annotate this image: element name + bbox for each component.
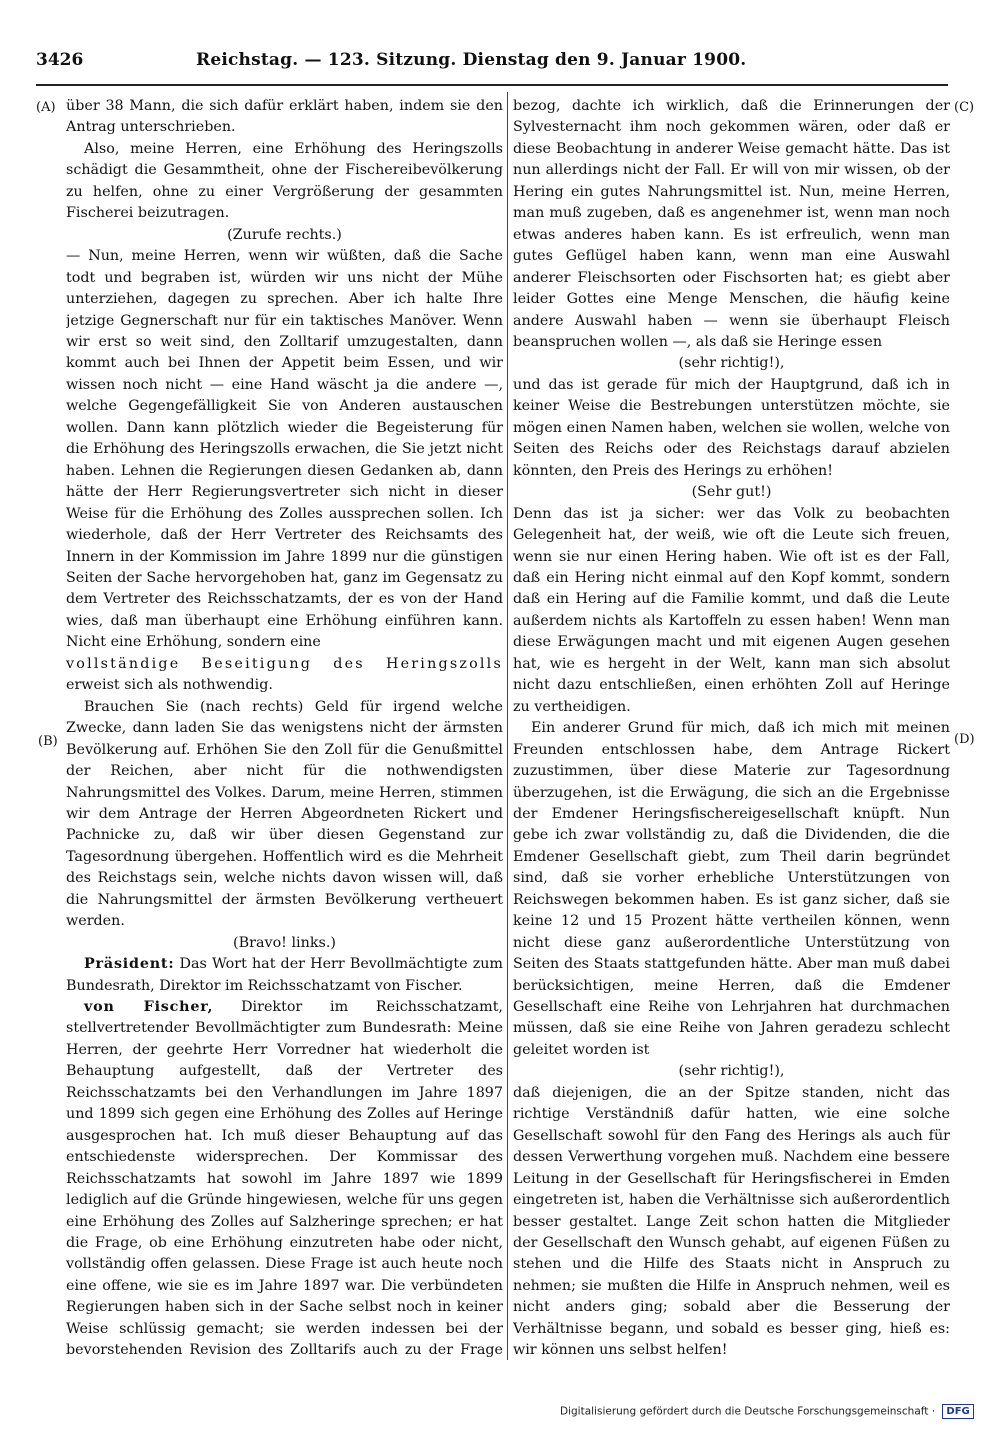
body-paragraph: Brauchen Sie (nach rechts) Geld für irgend welche Zwecke, dann laden Sie das wenigstens nicht der ärmsten Bevölkerung auf. Erhöhen Sie den Zoll für die Genußmittel der Reichen, aber nicht für die nothwendigsten Nahrungsmittel des Volkes. Darum, meine Herren, stimmen wir dem Antrage der Herren Abgeordneten Rickert und Pachnicke zu, daß wir über diesen Gegenstand zur Tagesordnung übergehen. Hoffentlich wird es die Mehrheit des Reichstags sein, welche nichts davon wissen will, daß die Nahrungsmittel der ärmsten Bevölkerung vertheuert werden. xyxy=(66,698,503,930)
speaker-name: Präsident: xyxy=(84,956,175,973)
speech-text: Direktor im Reichsschatzamt, stellvertretender Bevollmächtigter zum Bundesrath: Meine Herren, der geehrte Herr Vorredner hat wiederholt die Behauptung aufgestellt, daß der Vertreter des Reichsschatzamts bei den Verhandlungen im Jahre 1897 und 1899 sich gegen eine Erhöhung des Zolles auf Heringe ausgesprochen hat. Ich muß dieser Behauptung auf das entschiedenste widersprechen. Der Kommissar des Reichsschatzamts hat sowohl im Jahre 1897 wie 1899 lediglich auf die Gründe hingewiesen, welche für uns gegen eine Erhöhung des Zolles auf Salzheringe sprechen; er hat die Frage, ob eine Erhöhung einzutreten habe oder nicht, vollständig offen gelassen. Diese Frage ist auch heute noch eine offene, wie sie es im Jahre 1897 war. Die verbündeten Regierungen haben sich in der Sache selbst noch in keiner Weise schlüssig gemacht; sie werden indessen bei der bevorstehenden Revision des Zolltarifs auch zu der Frage xyxy=(66,999,503,1358)
body-paragraph: — Nun, meine Herren, wenn wir wüßten, daß die Sache todt und begraben ist, würden wir uns nicht der Mühe unterziehen, dagegen zu sprechen. Aber ich halte Ihre jetzige Gegnerschaft nur für ein taktisches Manöver. Wenn wir erst so weit sind, den Zolltarif umzugestalten, dann kommt auch bei Ihnen der Appetit beim Essen, und wir wissen noch nicht — eine Hand wäscht ja die andere —, welche Gegengefälligkeit Sie von Anderen austauschen wollen. Dann kann plötzlich wieder die Begeisterung für die Erhöhung des Heringszolls erwachen, die Sie jetzt nicht haben. Lehnen die Regierungen diesen Gedanken ab, dann hätte der Herr Regierungsvertreter sich nicht in dieser Weise für die Erhöhung des Zolles aussprechen sollen. Ich wiederhole, daß der Herr Vertreter des Reichsamts des Innern in der Kommission im Jahre 1899 nur die günstigen Seiten der Sache hervorgehoben hat, ganz im Gegensatz zu dem Vertreter des Reichsschatzamts, der es von der Hand wies, daß man überhaupt eine Erhöhung einführen kann. Nicht eine Erhöhung, sondern eine xyxy=(66,248,503,651)
body-paragraph: Also, meine Herren, eine Erhöhung des Heringszolls schädigt die Gesammtheit, ohne der Fischereibevölkerung zu helfen, ohne zu einer Vergrößerung der gesammten Fischerei beizutragen. xyxy=(66,140,503,222)
interjection: (Zurufe rechts.) xyxy=(227,226,342,243)
emphasized-text: vollständige Beseitigung des Heringszolls xyxy=(66,655,503,672)
page-header xyxy=(36,50,748,84)
text-column-right xyxy=(513,96,950,1358)
margin-mark-d: (D) xyxy=(954,732,975,747)
running-title: Reichstag. — 123. Sitzung. Dienstag den 9. Januar 1900. xyxy=(196,50,747,70)
body-paragraph: und das ist gerade für mich der Hauptgrund, daß ich in keiner Weise die Bestrebungen unterstützen möchte, sie mögen einen Namen haben, welchen sie wollen, welche von Seiten des Reichs oder des Reichstags darauf abzielen könnten, den Preis des Herings zu erhöhen! xyxy=(513,376,950,479)
body-paragraph: über 38 Mann, die sich dafür erklärt haben, indem sie den Antrag unterschrieben. xyxy=(66,98,503,136)
body-paragraph: bezog, dachte ich wirklich, daß die Erinnerungen der Sylvesternacht ihm noch gekommen wären, oder daß er diese Beobachtung in anderer Weise gemacht hätte. Das ist nun allerdings nicht der Fall. Er will von mir wissen, ob der Hering ein gutes Nahrungsmittel ist. Nun, meine Herren, man muß zugeben, daß es angenehmer ist, wenn man noch etwas anderes haben kann. Es ist erfreulich, wenn man gutes Geflügel haben kann, wenn man eine Auswahl anderer Fleischsorten oder Fischsorten hat; es giebt aber leider Gottes eine Menge Menschen, die häufig keine andere Auswahl haben — wenn sie überhaupt Fleisch beanspruchen wollen —, als daß sie Heringe essen xyxy=(513,98,950,350)
interjection: (Bravo! links.) xyxy=(233,934,336,951)
margin-mark-a: (A) xyxy=(36,100,56,115)
margin-mark-c: (C) xyxy=(954,100,975,115)
body-paragraph: Denn das ist ja sicher: wer das Volk zu beobachten Gelegenheit hat, der weiß, wie oft die Leute sich freuen, wenn sie nur einen Hering haben. Wie oft ist es der Fall, daß ein Hering nicht einmal auf den Kopf kommt, sondern daß ein Hering auf die Familie kommt, und daß die Leute außerdem nichts als Kartoffeln zu essen haben! Wenn man diese Erwägungen macht und mit eigenen Augen gesehen hat, wie es hergeht in der Welt, kann man sich absolut nicht dazu entschließen, einen erhöhten Zoll auf Heringe zu vertheidigen. xyxy=(513,505,950,715)
margin-mark-b: (B) xyxy=(38,734,58,749)
header-rule xyxy=(36,84,948,86)
body-paragraph xyxy=(66,654,503,697)
interjection: (sehr richtig!), xyxy=(678,355,785,372)
text-column-left xyxy=(66,96,503,1358)
interjection: (Sehr gut!) xyxy=(691,484,772,501)
footer-credit xyxy=(560,1404,970,1422)
body-paragraph: Ein anderer Grund für mich, daß ich mich mit meinen Freunden entschlossen habe, dem Antrage Rickert zuzustimmen, über diese Materie zur Tagesordnung überzugehen, ist die Erwägung, die sich an die Ergebnisse der Emdener Heringsfischereigesellschaft knüpft. Nun gebe ich zwar vollständig zu, daß die Dividenden, die die Emdener Gesellschaft giebt, zum Theil darin begründet sind, daß sie vorher erhebliche Unterstützungen von Reichswegen bekommen haben. Es ist ganz sicher, daß sie keine 12 und 15 Prozent hätte vertheilen können, wenn nicht diese ganz außerordentliche Unterstützung von Seiten des Staats stattgefunden hätte. Aber man muß dabei berücksichtigen, meine Herren, daß die Emdener Gesellschaft eine Reihe von Lehrjahren hat durchmachen müssen, daß sie eine Reihe von Jahren geradezu schlecht geleitet worden ist xyxy=(513,720,950,1058)
dfg-logo: DFG xyxy=(942,1404,973,1419)
interjection: (sehr richtig!), xyxy=(678,1063,785,1080)
speech-text: Das Wort hat der Herr Bevollmächtigte zum Bundesrath, Direktor im Reichsschatzamt von Fischer. xyxy=(66,956,503,994)
speech-paragraph xyxy=(66,954,503,997)
page-number: 3426 xyxy=(36,50,84,70)
speech-paragraph xyxy=(66,997,503,1358)
body-paragraph: daß diejenigen, die an der Spitze standen, nicht das richtige Verständniß dafür hatten, wie eine solche Gesellschaft sowohl für den Fang des Herings als auch für dessen Verwerthung vorgehen muß. Nachdem eine bessere Leitung in der Gesellschaft für Heringsfischerei in Emden eingetreten ist, haben die Verhältnisse sich außerordentlich besser gestaltet. Lange Zeit schon hatten die Mitglieder der Gesellschaft den Wunsch gehabt, auf eigenen Füßen zu stehen und die Hilfe des Staats nicht in Anspruch zu nehmen; sie mußten die Hilfe in Anspruch nehmen, weil es nicht anders ging; sobald aber die Besserung der Verhältnisse begann, und sobald es besser ging, hieß es: wir können uns selbst helfen! xyxy=(513,1084,950,1358)
speaker-name: von Fischer, xyxy=(84,999,214,1016)
paragraph-text: erweist sich als nothwendig. xyxy=(66,677,273,694)
footer-text: Digitalisierung gefördert durch die Deutsche Forschungsgemeinschaft · xyxy=(560,1405,936,1418)
column-rule xyxy=(507,92,508,1360)
